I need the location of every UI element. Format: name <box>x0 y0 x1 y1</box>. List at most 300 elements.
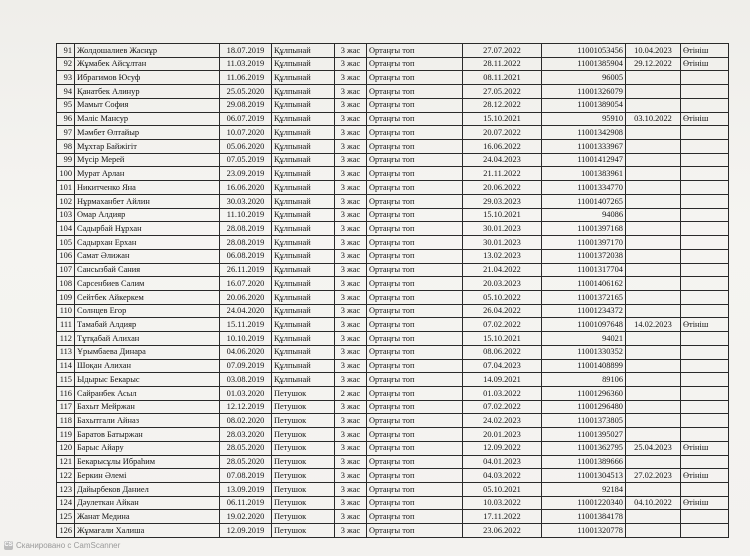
child-name-cell: Сарсенбиев Салим <box>75 277 220 291</box>
admission-date-cell: 20.07.2022 <box>463 126 542 140</box>
note-cell <box>681 373 729 387</box>
leave-date-cell <box>626 98 681 112</box>
table-row <box>57 222 729 236</box>
birth-date-cell: 01.03.2020 <box>220 386 272 400</box>
admission-date-cell: 24.02.2023 <box>463 414 542 428</box>
admission-date-cell: 07.02.2022 <box>463 318 542 332</box>
id-code-cell: 11001317704 <box>542 263 626 277</box>
note-cell <box>681 167 729 181</box>
birth-date-cell: 07.09.2019 <box>220 359 272 373</box>
row-number-cell: 94 <box>57 85 75 99</box>
group-name-cell: Құлпынай <box>272 263 335 277</box>
group-name-cell: Петушок <box>272 496 335 510</box>
table-row <box>57 345 729 359</box>
child-name-cell: Садырбай Нұрхан <box>75 222 220 236</box>
row-number-cell: 93 <box>57 71 75 85</box>
child-name-cell: Бекарысұлы Ибраhим <box>75 455 220 469</box>
id-code-cell: 11001397170 <box>542 236 626 250</box>
admission-date-cell: 20.01.2023 <box>463 428 542 442</box>
admission-date-cell: 17.11.2022 <box>463 510 542 524</box>
row-number-cell: 97 <box>57 126 75 140</box>
table-row <box>57 208 729 222</box>
child-name-cell: Самат Әлижан <box>75 249 220 263</box>
group-type-cell: Ортаңғы топ <box>367 44 463 58</box>
id-code-cell: 11001326079 <box>542 85 626 99</box>
table-row <box>57 318 729 332</box>
leave-date-cell <box>626 332 681 346</box>
leave-date-cell <box>626 510 681 524</box>
id-code-cell: 11001385904 <box>542 57 626 71</box>
id-code-cell: 96005 <box>542 71 626 85</box>
group-type-cell: Ортаңғы топ <box>367 414 463 428</box>
age-cell: 3 жас <box>335 290 367 304</box>
admission-date-cell: 20.03.2023 <box>463 277 542 291</box>
group-type-cell: Ортаңғы топ <box>367 98 463 112</box>
group-name-cell: Петушок <box>272 510 335 524</box>
row-number-cell: 92 <box>57 57 75 71</box>
leave-date-cell: 27.02.2023 <box>626 469 681 483</box>
note-cell <box>681 359 729 373</box>
group-type-cell: Ортаңғы топ <box>367 181 463 195</box>
age-cell: 3 жас <box>335 194 367 208</box>
id-code-cell: 92184 <box>542 483 626 497</box>
age-cell: 3 жас <box>335 414 367 428</box>
birth-date-cell: 16.06.2020 <box>220 181 272 195</box>
child-name-cell: Сейтбек Айкеркем <box>75 290 220 304</box>
leave-date-cell <box>626 373 681 387</box>
row-number-cell: 117 <box>57 400 75 414</box>
birth-date-cell: 28.08.2019 <box>220 222 272 236</box>
table-row <box>57 249 729 263</box>
age-cell: 3 жас <box>335 98 367 112</box>
group-name-cell: Құлпынай <box>272 277 335 291</box>
row-number-cell: 124 <box>57 496 75 510</box>
note-cell <box>681 236 729 250</box>
age-cell: 3 жас <box>335 441 367 455</box>
leave-date-cell <box>626 359 681 373</box>
table-row <box>57 510 729 524</box>
table-row <box>57 181 729 195</box>
leave-date-cell: 10.04.2023 <box>626 44 681 58</box>
group-type-cell: Ортаңғы топ <box>367 112 463 126</box>
row-number-cell: 99 <box>57 153 75 167</box>
birth-date-cell: 28.05.2020 <box>220 455 272 469</box>
birth-date-cell: 10.10.2019 <box>220 332 272 346</box>
row-number-cell: 108 <box>57 277 75 291</box>
leave-date-cell <box>626 386 681 400</box>
admission-date-cell: 15.10.2021 <box>463 332 542 346</box>
child-name-cell: Мүсір Мерей <box>75 153 220 167</box>
child-name-cell: Баратов Батыржан <box>75 428 220 442</box>
group-type-cell: Ортаңғы топ <box>367 290 463 304</box>
age-cell: 3 жас <box>335 304 367 318</box>
group-type-cell: Ортаңғы топ <box>367 208 463 222</box>
note-cell <box>681 126 729 140</box>
group-name-cell: Петушок <box>272 386 335 400</box>
birth-date-cell: 16.07.2020 <box>220 277 272 291</box>
child-name-cell: Ыдырыс Бекарыс <box>75 373 220 387</box>
id-code-cell: 11001389666 <box>542 455 626 469</box>
age-cell: 2 жас <box>335 386 367 400</box>
group-type-cell: Ортаңғы топ <box>367 263 463 277</box>
group-type-cell: Ортаңғы топ <box>367 359 463 373</box>
group-name-cell: Петушок <box>272 455 335 469</box>
table-row <box>57 194 729 208</box>
note-cell <box>681 290 729 304</box>
age-cell: 3 жас <box>335 57 367 71</box>
row-number-cell: 107 <box>57 263 75 277</box>
birth-date-cell: 08.02.2020 <box>220 414 272 428</box>
group-type-cell: Ортаңғы топ <box>367 496 463 510</box>
group-type-cell: Ортаңғы топ <box>367 126 463 140</box>
birth-date-cell: 18.07.2019 <box>220 44 272 58</box>
group-type-cell: Ортаңғы топ <box>367 441 463 455</box>
admission-date-cell: 04.03.2022 <box>463 469 542 483</box>
row-number-cell: 104 <box>57 222 75 236</box>
leave-date-cell <box>626 400 681 414</box>
group-name-cell: Құлпынай <box>272 359 335 373</box>
child-name-cell: Жанат Медина <box>75 510 220 524</box>
admission-date-cell: 07.02.2022 <box>463 400 542 414</box>
table-row <box>57 524 729 538</box>
child-name-cell: Омар Алдияр <box>75 208 220 222</box>
group-name-cell: Құлпынай <box>272 290 335 304</box>
birth-date-cell: 06.07.2019 <box>220 112 272 126</box>
id-code-cell: 11001372165 <box>542 290 626 304</box>
group-name-cell: Құлпынай <box>272 249 335 263</box>
group-name-cell: Құлпынай <box>272 126 335 140</box>
admission-date-cell: 01.03.2022 <box>463 386 542 400</box>
row-number-cell: 111 <box>57 318 75 332</box>
table-row <box>57 428 729 442</box>
id-code-cell: 11001330352 <box>542 345 626 359</box>
child-name-cell: Барыс Айару <box>75 441 220 455</box>
child-name-cell: Мәліс Мансур <box>75 112 220 126</box>
age-cell: 3 жас <box>335 263 367 277</box>
table-row <box>57 263 729 277</box>
admission-date-cell: 27.07.2022 <box>463 44 542 58</box>
id-code-cell: 11001406162 <box>542 277 626 291</box>
group-type-cell: Ортаңғы топ <box>367 400 463 414</box>
group-type-cell: Ортаңғы топ <box>367 71 463 85</box>
birth-date-cell: 10.07.2020 <box>220 126 272 140</box>
group-name-cell: Петушок <box>272 483 335 497</box>
id-code-cell: 89106 <box>542 373 626 387</box>
group-name-cell: Құлпынай <box>272 98 335 112</box>
age-cell: 3 жас <box>335 524 367 538</box>
age-cell: 3 жас <box>335 44 367 58</box>
child-name-cell: Мұхтар Байжігіт <box>75 140 220 154</box>
admission-date-cell: 05.10.2022 <box>463 290 542 304</box>
id-code-cell: 11001395027 <box>542 428 626 442</box>
child-name-cell: Никитченко Яна <box>75 181 220 195</box>
row-number-cell: 125 <box>57 510 75 524</box>
row-number-cell: 101 <box>57 181 75 195</box>
leave-date-cell <box>626 153 681 167</box>
group-type-cell: Ортаңғы топ <box>367 483 463 497</box>
note-cell <box>681 386 729 400</box>
children-register-table <box>56 43 729 538</box>
child-name-cell: Жұмағали Халиша <box>75 524 220 538</box>
admission-date-cell: 13.02.2023 <box>463 249 542 263</box>
group-name-cell: Петушок <box>272 400 335 414</box>
row-number-cell: 120 <box>57 441 75 455</box>
birth-date-cell: 15.11.2019 <box>220 318 272 332</box>
age-cell: 3 жас <box>335 249 367 263</box>
group-name-cell: Петушок <box>272 469 335 483</box>
age-cell: 3 жас <box>335 167 367 181</box>
child-name-cell: Беркин Әлемі <box>75 469 220 483</box>
group-type-cell: Ортаңғы топ <box>367 386 463 400</box>
row-number-cell: 113 <box>57 345 75 359</box>
child-name-cell: Мәмбет Өлтайыр <box>75 126 220 140</box>
note-cell <box>681 71 729 85</box>
table-row <box>57 441 729 455</box>
table-row <box>57 469 729 483</box>
group-type-cell: Ортаңғы топ <box>367 318 463 332</box>
admission-date-cell: 08.11.2021 <box>463 71 542 85</box>
note-cell <box>681 85 729 99</box>
group-type-cell: Ортаңғы топ <box>367 222 463 236</box>
age-cell: 3 жас <box>335 483 367 497</box>
birth-date-cell: 25.05.2020 <box>220 85 272 99</box>
group-type-cell: Ортаңғы топ <box>367 167 463 181</box>
row-number-cell: 110 <box>57 304 75 318</box>
admission-date-cell: 16.06.2022 <box>463 140 542 154</box>
id-code-cell: 11001234372 <box>542 304 626 318</box>
group-name-cell: Құлпынай <box>272 153 335 167</box>
age-cell: 3 жас <box>335 112 367 126</box>
leave-date-cell <box>626 524 681 538</box>
group-type-cell: Ортаңғы топ <box>367 236 463 250</box>
note-cell <box>681 140 729 154</box>
birth-date-cell: 12.09.2019 <box>220 524 272 538</box>
child-name-cell: Ибрагимов Юсуф <box>75 71 220 85</box>
group-type-cell: Ортаңғы топ <box>367 345 463 359</box>
age-cell: 3 жас <box>335 455 367 469</box>
row-number-cell: 123 <box>57 483 75 497</box>
child-name-cell: Тамабай Алдияр <box>75 318 220 332</box>
id-code-cell: 11001053456 <box>542 44 626 58</box>
group-name-cell: Петушок <box>272 441 335 455</box>
child-name-cell: Ұрымбаева Динара <box>75 345 220 359</box>
row-number-cell: 95 <box>57 98 75 112</box>
row-number-cell: 91 <box>57 44 75 58</box>
group-name-cell: Құлпынай <box>272 85 335 99</box>
child-name-cell: Сайранбек Асыл <box>75 386 220 400</box>
id-code-cell: 11001304513 <box>542 469 626 483</box>
group-name-cell: Құлпынай <box>272 236 335 250</box>
age-cell: 3 жас <box>335 140 367 154</box>
note-cell: Өтініш <box>681 496 729 510</box>
note-cell <box>681 181 729 195</box>
table-row <box>57 71 729 85</box>
child-name-cell: Дәулеткан Айкан <box>75 496 220 510</box>
group-type-cell: Ортаңғы топ <box>367 428 463 442</box>
age-cell: 3 жас <box>335 277 367 291</box>
admission-date-cell: 05.10.2021 <box>463 483 542 497</box>
row-number-cell: 103 <box>57 208 75 222</box>
row-number-cell: 98 <box>57 140 75 154</box>
id-code-cell: 11001097648 <box>542 318 626 332</box>
note-cell <box>681 428 729 442</box>
admission-date-cell: 28.11.2022 <box>463 57 542 71</box>
group-name-cell: Құлпынай <box>272 140 335 154</box>
leave-date-cell <box>626 483 681 497</box>
age-cell: 3 жас <box>335 222 367 236</box>
note-cell: Өтініш <box>681 44 729 58</box>
id-code-cell: 11001407265 <box>542 194 626 208</box>
group-type-cell: Ортаңғы топ <box>367 57 463 71</box>
table-row <box>57 98 729 112</box>
row-number-cell: 106 <box>57 249 75 263</box>
table-row <box>57 386 729 400</box>
group-name-cell: Құлпынай <box>272 208 335 222</box>
birth-date-cell: 28.05.2020 <box>220 441 272 455</box>
row-number-cell: 105 <box>57 236 75 250</box>
row-number-cell: 122 <box>57 469 75 483</box>
group-type-cell: Ортаңғы топ <box>367 373 463 387</box>
admission-date-cell: 15.10.2021 <box>463 112 542 126</box>
age-cell: 3 жас <box>335 85 367 99</box>
note-cell: Өтініш <box>681 469 729 483</box>
leave-date-cell: 25.04.2023 <box>626 441 681 455</box>
admission-date-cell: 27.05.2022 <box>463 85 542 99</box>
group-name-cell: Құлпынай <box>272 345 335 359</box>
group-type-cell: Ортаңғы топ <box>367 455 463 469</box>
table-row <box>57 400 729 414</box>
birth-date-cell: 26.11.2019 <box>220 263 272 277</box>
row-number-cell: 116 <box>57 386 75 400</box>
table-row <box>57 153 729 167</box>
age-cell: 3 жас <box>335 428 367 442</box>
admission-date-cell: 20.06.2022 <box>463 181 542 195</box>
table-row <box>57 57 729 71</box>
row-number-cell: 126 <box>57 524 75 538</box>
id-code-cell: 11001320778 <box>542 524 626 538</box>
note-cell <box>681 510 729 524</box>
group-name-cell: Құлпынай <box>272 181 335 195</box>
id-code-cell: 11001342908 <box>542 126 626 140</box>
note-cell <box>681 304 729 318</box>
group-name-cell: Петушок <box>272 428 335 442</box>
birth-date-cell: 12.12.2019 <box>220 400 272 414</box>
group-type-cell: Ортаңғы топ <box>367 524 463 538</box>
id-code-cell: 11001334770 <box>542 181 626 195</box>
leave-date-cell <box>626 85 681 99</box>
group-name-cell: Құлпынай <box>272 44 335 58</box>
group-type-cell: Ортаңғы топ <box>367 85 463 99</box>
admission-date-cell: 30.01.2023 <box>463 236 542 250</box>
table-row <box>57 126 729 140</box>
group-name-cell: Құлпынай <box>272 373 335 387</box>
table-row <box>57 112 729 126</box>
age-cell: 3 жас <box>335 359 367 373</box>
id-code-cell: 95910 <box>542 112 626 126</box>
note-cell <box>681 153 729 167</box>
leave-date-cell <box>626 126 681 140</box>
id-code-cell: 11001220340 <box>542 496 626 510</box>
admission-date-cell: 21.11.2022 <box>463 167 542 181</box>
age-cell: 3 жас <box>335 236 367 250</box>
leave-date-cell <box>626 428 681 442</box>
leave-date-cell <box>626 208 681 222</box>
birth-date-cell: 07.05.2019 <box>220 153 272 167</box>
table-body <box>57 44 729 538</box>
age-cell: 3 жас <box>335 496 367 510</box>
birth-date-cell: 03.08.2019 <box>220 373 272 387</box>
leave-date-cell <box>626 194 681 208</box>
group-name-cell: Құлпынай <box>272 57 335 71</box>
group-name-cell: Құлпынай <box>272 332 335 346</box>
id-code-cell: 94086 <box>542 208 626 222</box>
camscanner-icon: CS <box>4 542 13 548</box>
group-type-cell: Ортаңғы топ <box>367 140 463 154</box>
birth-date-cell: 05.06.2020 <box>220 140 272 154</box>
admission-date-cell: 28.12.2022 <box>463 98 542 112</box>
table-row <box>57 140 729 154</box>
admission-date-cell: 10.03.2022 <box>463 496 542 510</box>
birth-date-cell: 11.06.2019 <box>220 71 272 85</box>
group-name-cell: Петушок <box>272 414 335 428</box>
leave-date-cell <box>626 236 681 250</box>
age-cell: 3 жас <box>335 510 367 524</box>
birth-date-cell: 28.03.2020 <box>220 428 272 442</box>
table-row <box>57 85 729 99</box>
child-name-cell: Бахытгали Айназ <box>75 414 220 428</box>
note-cell <box>681 414 729 428</box>
admission-date-cell: 14.09.2021 <box>463 373 542 387</box>
leave-date-cell: 03.10.2022 <box>626 112 681 126</box>
group-name-cell: Құлпынай <box>272 167 335 181</box>
admission-date-cell: 08.06.2022 <box>463 345 542 359</box>
note-cell <box>681 263 729 277</box>
admission-date-cell: 26.04.2022 <box>463 304 542 318</box>
note-cell <box>681 455 729 469</box>
row-number-cell: 96 <box>57 112 75 126</box>
note-cell <box>681 277 729 291</box>
birth-date-cell: 29.08.2019 <box>220 98 272 112</box>
admission-date-cell: 15.10.2021 <box>463 208 542 222</box>
note-cell: Өтініш <box>681 57 729 71</box>
id-code-cell: 11001389054 <box>542 98 626 112</box>
id-code-cell: 11001372038 <box>542 249 626 263</box>
birth-date-cell: 20.06.2020 <box>220 290 272 304</box>
row-number-cell: 102 <box>57 194 75 208</box>
child-name-cell: Бахыт Мейржан <box>75 400 220 414</box>
age-cell: 3 жас <box>335 400 367 414</box>
id-code-cell: 11001397168 <box>542 222 626 236</box>
group-type-cell: Ортаңғы топ <box>367 510 463 524</box>
group-type-cell: Ортаңғы топ <box>367 249 463 263</box>
note-cell <box>681 332 729 346</box>
leave-date-cell <box>626 345 681 359</box>
leave-date-cell <box>626 181 681 195</box>
group-name-cell: Құлпынай <box>272 318 335 332</box>
table-row <box>57 332 729 346</box>
admission-date-cell: 29.03.2023 <box>463 194 542 208</box>
admission-date-cell: 07.04.2023 <box>463 359 542 373</box>
note-cell: Өтініш <box>681 318 729 332</box>
table-row <box>57 277 729 291</box>
admission-date-cell: 30.01.2023 <box>463 222 542 236</box>
child-name-cell: Мамыт София <box>75 98 220 112</box>
birth-date-cell: 28.08.2019 <box>220 236 272 250</box>
note-cell: Өтініш <box>681 112 729 126</box>
group-type-cell: Ортаңғы топ <box>367 277 463 291</box>
age-cell: 3 жас <box>335 373 367 387</box>
age-cell: 3 жас <box>335 332 367 346</box>
